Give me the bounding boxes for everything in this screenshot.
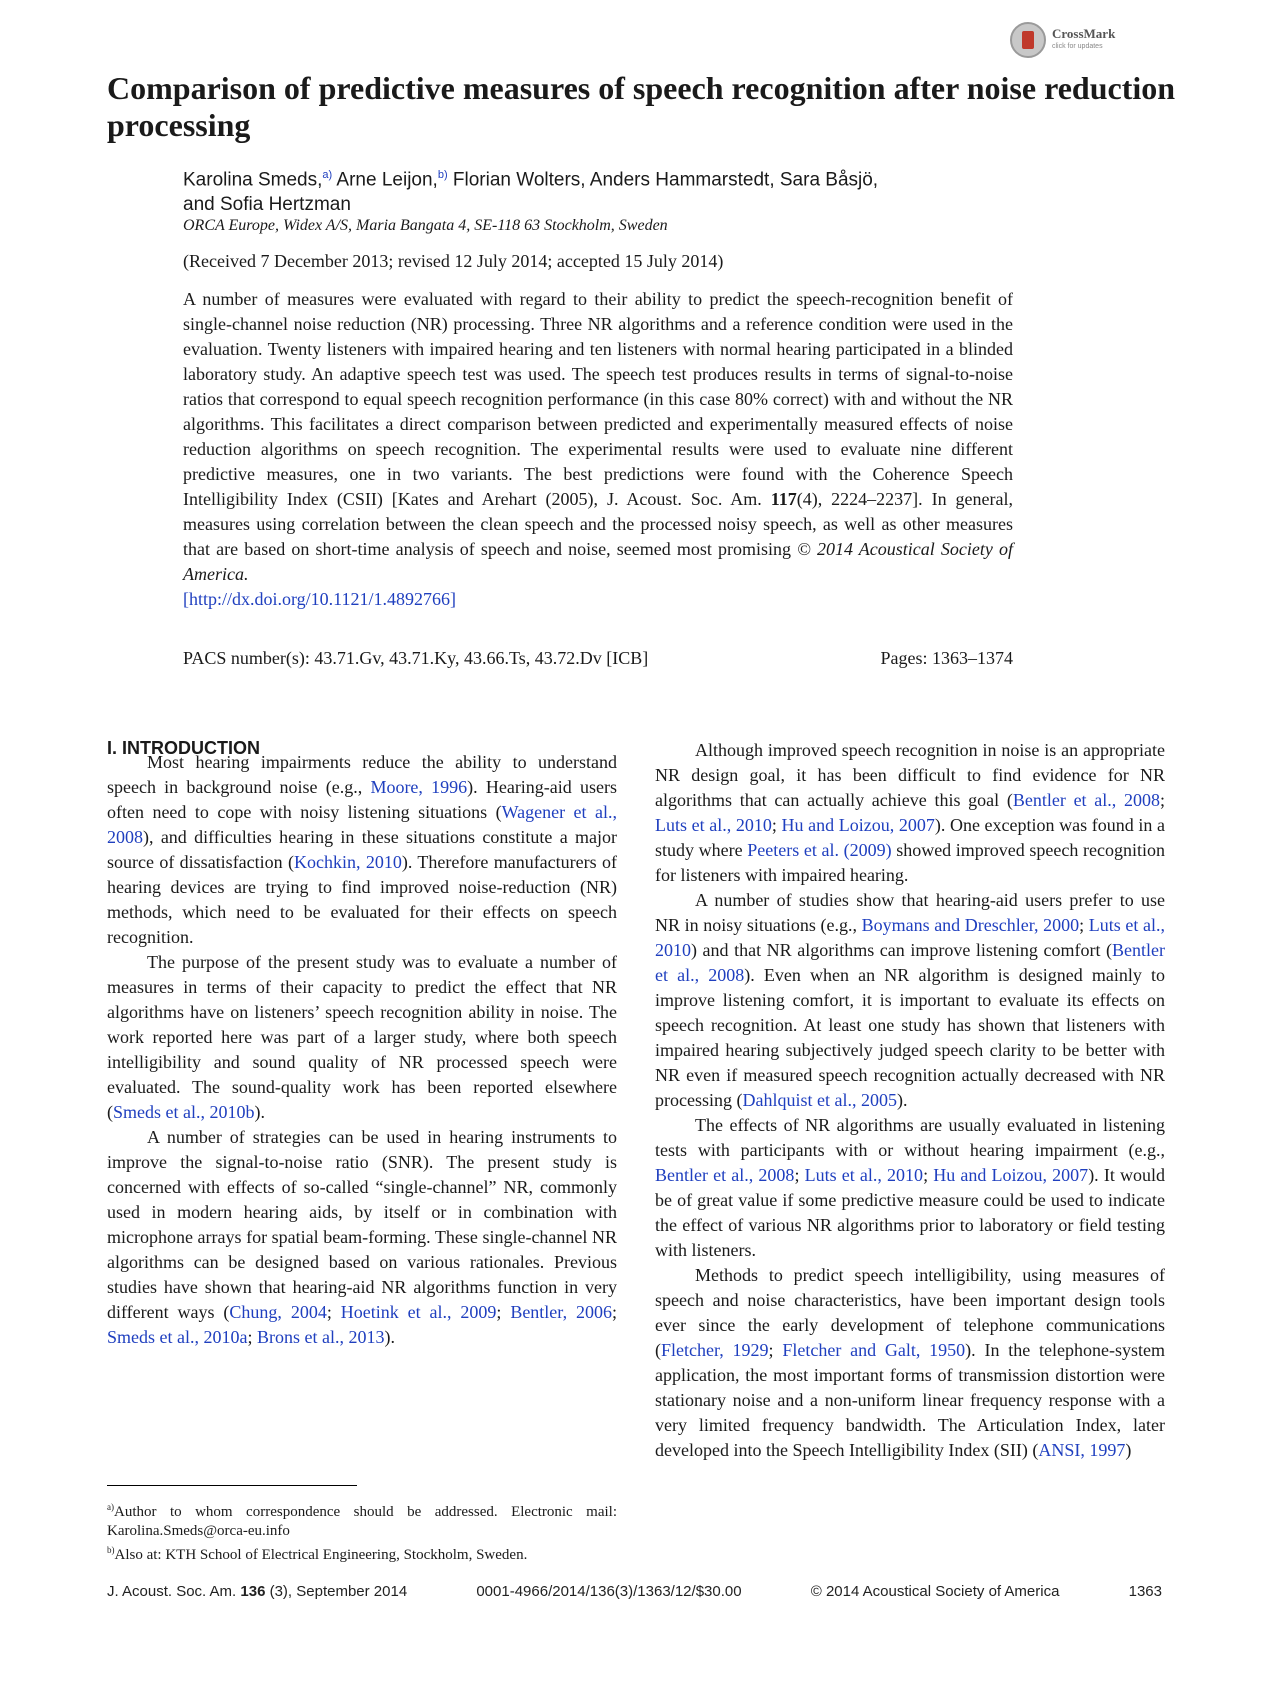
paper-title: Comparison of predictive measures of speech recognition after noise reduction processing	[107, 70, 1176, 143]
citation-link[interactable]: Luts et al., 2010	[804, 1165, 924, 1185]
paragraph: Most hearing impairments reduce the ability to understand speech in background noise (e.g., Moore, 1996). Hearing-aid users often need to cope with noisy listening situations (Wagener et al., 2008), and difficulties hearing in these situations constitute a major source of dissatisfaction (Kochkin, 2010). Therefore manufacturers of hearing devices are trying to find improved noise-reduction (NR) methods, which need to be evaluated for their effects on speech recognition.	[107, 752, 617, 947]
paragraph: Although improved speech recognition in noise is an appropriate NR design goal, it has been difficult to find evidence for NR algorithms that can actually achieve this goal (Bentler et al., 2008; Luts et al., 2010; Hu and Loizou, 2007). One exception was found in a study where Peeters et al. (2009) showed improved speech recognition for listeners with impaired hearing.	[655, 740, 1165, 885]
author-list	[183, 163, 1083, 217]
citation-link[interactable]: Peeters et al. (2009)	[747, 840, 892, 860]
journal-citation: J. Acoust. Soc. Am. 136 (3), September 2014	[107, 1583, 408, 1600]
affiliation: ORCA Europe, Widex A/S, Maria Bangata 4, SE-118 63 Stockholm, Sweden	[183, 217, 668, 234]
citation-link[interactable]: Bentler et al., 2008	[655, 1165, 795, 1185]
footnote-divider	[107, 1485, 357, 1486]
citation-link[interactable]: Fletcher and Galt, 1950	[782, 1340, 966, 1360]
citation-link[interactable]: Luts et al., 2010	[655, 915, 1165, 960]
crossmark-title: CrossMark	[1052, 26, 1116, 41]
citation-link[interactable]: Dahlquist et al., 2005	[742, 1090, 897, 1110]
paragraph: The effects of NR algorithms are usually evaluated in listening tests with participants with or without hearing impairment (e.g., Bentler et al., 2008; Luts et al., 2010; Hu and Loizou, 2007). It would be of great value if some predictive measure could be used to indicate the effect of various NR algorithms prior to laboratory or field testing with listeners.	[655, 1115, 1165, 1260]
crossmark-icon	[1010, 22, 1046, 58]
page-footer	[107, 1583, 1162, 1600]
author-names: and Sofia Hertzman	[183, 194, 351, 216]
crossmark-badge[interactable]	[1010, 22, 1125, 62]
author-name: Arne Leijon,	[336, 169, 438, 191]
footer-copyright: © 2014 Acoustical Society of America	[810, 1583, 1060, 1600]
citation-link[interactable]: Bentler, 2006	[510, 1302, 612, 1322]
citation-link[interactable]: ANSI, 1997	[1038, 1440, 1126, 1460]
citation-link[interactable]: Smeds et al., 2010b	[113, 1102, 255, 1122]
citation-link[interactable]: Boymans and Dreschler, 2000	[861, 915, 1080, 935]
citation-link[interactable]: Bentler et al., 2008	[1012, 790, 1160, 810]
author-note-link[interactable]: a)	[322, 169, 333, 181]
footnotes	[107, 1498, 617, 1565]
left-column	[107, 750, 617, 1350]
abstract-copyright: © 2014 Acoustical Society of America.	[183, 539, 1013, 584]
paragraph: Methods to predict speech intelligibility, using measures of speech and noise characteristics, have been important design tools ever since the early development of telephone communications (Fletcher, 1929; Fletcher and Galt, 1950). In the telephone-system application, the most important forms of transmission distortion were stationary noise and a non-uniform linear frequency response with a very limited frequency bandwidth. The Articulation Index, later developed into the Speech Intelligibility Index (SII) (ANSI, 1997)	[655, 1265, 1165, 1460]
paragraph: A number of studies show that hearing-aid users prefer to use NR in noisy situations (e.g., Boymans and Dreschler, 2000; Luts et al., 2010) and that NR algorithms can improve listening comfort (Bentler et al., 2008). Even when an NR algorithm is designed mainly to improve listening comfort, it is important to evaluate its effects on speech recognition. At least one study has shown that listeners with impaired hearing subjectively judged speech clarity to be better with NR even if measured speech recognition actually decreased with NR processing (Dahlquist et al., 2005).	[655, 890, 1166, 1110]
section-heading: I. INTRODUCTION	[107, 738, 260, 758]
citation-link[interactable]: Chung, 2004	[229, 1302, 327, 1322]
doi-link[interactable]: [http://dx.doi.org/10.1121/1.4892766]	[183, 589, 456, 609]
abstract	[183, 287, 1013, 612]
citation-link[interactable]: Hoetink et al., 2009	[340, 1302, 497, 1322]
citation-link[interactable]: Fletcher, 1929	[661, 1340, 769, 1360]
footnote: $^{b)}$Also at: KTH School of Electrical Engineering, Stockholm, Sweden.	[107, 1545, 528, 1563]
citation-link[interactable]: Luts et al., 2010	[655, 815, 772, 835]
footnote: $^{a)}$Author to whom correspondence should be addressed. Electronic mail: Karolina.Smeds@orca-eu.info	[107, 1502, 617, 1539]
citation-link[interactable]: Brons et al., 2013	[257, 1327, 385, 1347]
page-number: 1363	[1128, 1583, 1162, 1600]
abstract-volume: 117	[770, 489, 797, 509]
pacs-numbers: PACS number(s): 43.71.Gv, 43.71.Ky, 43.66.Ts, 43.72.Dv [ICB]	[183, 648, 649, 668]
author-note-link[interactable]: b)	[437, 169, 448, 181]
page-range: Pages: 1363–1374	[880, 648, 1013, 668]
crossmark-subtitle: click for updates	[1052, 43, 1103, 50]
citation-link[interactable]: Kochkin, 2010	[294, 852, 402, 872]
citation-link[interactable]: Smeds et al., 2010a	[107, 1327, 248, 1347]
citation-link[interactable]: Moore, 1996	[370, 777, 468, 797]
article-code: 0001-4966/2014/136(3)/1363/12/$30.00	[476, 1583, 742, 1600]
citation-link[interactable]: Bentler et al., 2008	[655, 940, 1165, 985]
citation-link[interactable]: Hu and Loizou, 2007	[933, 1165, 1089, 1185]
author-name: Karolina Smeds,	[183, 169, 323, 191]
right-column	[655, 738, 1165, 1463]
pacs-line	[183, 648, 1013, 669]
paragraph: A number of strategies can be used in hearing instruments to improve the signal-to-noise ratio (SNR). The present study is concerned with effects of so-called “single-channel” NR, commonly used in modern hearing aids, by itself or in combination with microphone arrays for spatial beam-forming. These single-channel NR algorithms can be designed based on various rationales. Previous studies have shown that hearing-aid NR algorithms function in very different ways (Chung, 2004; Hoetink et al., 2009; Bentler, 2006; Smeds et al., 2010a; Brons et al., 2013).	[107, 1127, 617, 1347]
abstract-text: (4), 2224–2237]. In general, measures using correlation between the clean speech and the processed noisy speech, as well as other measures that are based on short-time analysis of speech and noise, seemed most promising	[183, 489, 1013, 559]
abstract-text: A number of measures were evaluated with regard to their ability to predict the speech-recognition benefit of single-channel noise reduction (NR) processing. Three NR algorithms and a reference condition were used in the evaluation. Twenty listeners with impaired hearing and ten listeners with normal hearing participated in a blinded laboratory study. An adaptive speech test was used. The speech test produces results in terms of signal-to-noise ratios that correspond to equal speech recognition performance (in this case 80% correct) with and without the NR algorithms. This facilitates a direct comparison between predicted and experimentally measured effects of noise reduction algorithms on speech recognition. The experimental results were used to evaluate nine different predictive measures, one in two variants. The best predictions were found with the Coherence Speech Intelligibility Index (CSII) [Kates and Arehart (2005), J. Acoust. Soc. Am.	[183, 289, 1013, 509]
author-names: Florian Wolters, Anders Hammarstedt, Sara Båsjö,	[452, 169, 879, 191]
citation-link[interactable]: Wagener et al., 2008	[107, 802, 617, 847]
paragraph: The purpose of the present study was to evaluate a number of measures in terms of their capacity to predict the effect that NR algorithms have on listeners’ speech recognition ability in noise. The work reported here was part of a larger study, where both speech intelligibility and sound quality of NR processed speech were evaluated. The sound-quality work has been reported elsewhere (Smeds et al., 2010b).	[107, 952, 617, 1122]
citation-link[interactable]: Hu and Loizou, 2007	[781, 815, 935, 835]
received-dates: (Received 7 December 2013; revised 12 July 2014; accepted 15 July 2014)	[183, 251, 724, 271]
